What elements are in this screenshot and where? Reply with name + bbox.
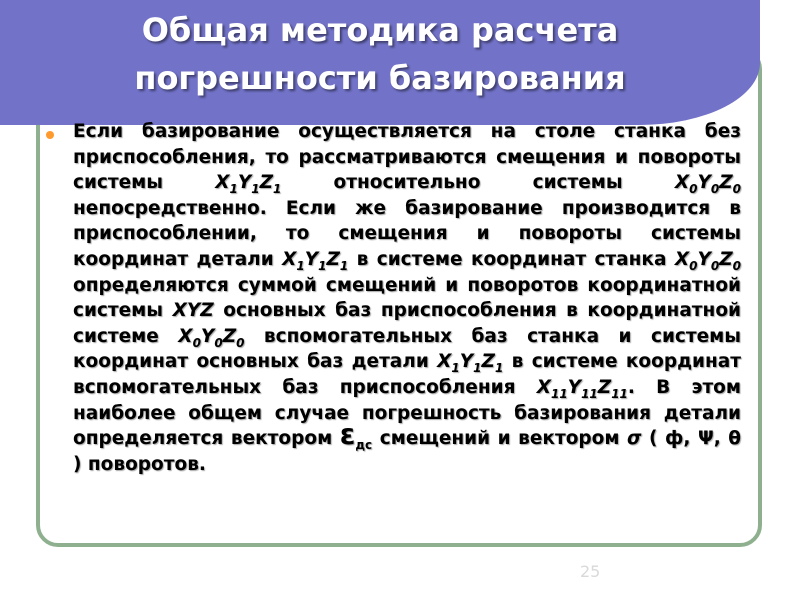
- coord-subscript: 1: [339, 258, 349, 273]
- coord-symbol: Z: [222, 325, 237, 347]
- text-segment: в системе координат вспомогательных баз приспособления: [73, 351, 741, 398]
- coord-symbol: Y: [697, 248, 711, 270]
- title-line-1: Общая методика расчета: [141, 11, 619, 49]
- text-segment: смещений и вектором: [372, 428, 628, 450]
- coord-subscript: 1: [451, 361, 460, 376]
- coord-subscript: 0: [236, 335, 245, 350]
- epsilon-subscript: дс: [355, 438, 373, 453]
- text-segment: относительно системы: [281, 172, 675, 194]
- text-segment: . В этом наиболее общем случае погрешность базирования детали определяется вектором: [73, 376, 742, 450]
- bullet-paragraph: [73, 119, 741, 477]
- coord-subscript: 11: [611, 386, 628, 401]
- coord-symbol: X: [674, 248, 690, 270]
- text-segment: Если базирование осуществляется на столе станка без приспособления, то рассматриваются смещения и повороты системы: [73, 121, 741, 194]
- coord-symbol: X: [282, 248, 297, 270]
- coord-subscript: 0: [689, 258, 698, 273]
- coord-subscript: 1: [473, 361, 482, 376]
- coord-subscript: 0: [214, 335, 223, 350]
- slide-title: [0, 6, 760, 102]
- coord-symbol: Y: [237, 172, 252, 194]
- epsilon-symbol: ε: [339, 418, 356, 452]
- coord-subscript: 0: [192, 335, 201, 350]
- text-segment: вспомогательных баз станка и системы координат основных баз детали: [73, 325, 741, 373]
- sigma-symbol: σ: [627, 428, 642, 450]
- coord-symbol: Z: [719, 172, 733, 194]
- coord-subscript: 11: [550, 386, 568, 401]
- coord-symbol: Y: [697, 172, 711, 194]
- coord-symbol: Z: [326, 248, 340, 270]
- coord-symbol: Z: [259, 172, 274, 194]
- title-banner: [0, 0, 760, 125]
- coord-symbol: XYZ: [172, 300, 214, 322]
- coord-symbol: X: [215, 172, 230, 194]
- bullet-icon: [46, 131, 54, 139]
- text-segment: непосредственно. Если же базирование производится в приспособлении, то смещения и повороты системы координат детали: [73, 197, 741, 270]
- coord-symbol: X: [536, 376, 551, 398]
- coord-subscript: 0: [732, 182, 741, 197]
- coord-subscript: 0: [710, 182, 720, 197]
- text-segment: основных баз приспособления в координатной системе: [73, 300, 741, 347]
- coord-subscript: 11: [581, 386, 598, 401]
- coord-symbol: Y: [567, 376, 582, 398]
- page-number: 25: [580, 562, 601, 581]
- text-segment: определяются суммой смещений и поворотов координатной системы: [73, 274, 741, 322]
- coord-subscript: 1: [273, 182, 282, 197]
- coord-subscript: 1: [229, 182, 238, 197]
- coord-subscript: 1: [318, 258, 327, 273]
- coord-symbol: Y: [459, 351, 474, 373]
- title-line-2: погрешности базирования: [134, 59, 626, 97]
- coord-symbol: X: [437, 351, 452, 373]
- text-segment: в системе координат станка: [348, 248, 675, 270]
- coord-subscript: 1: [251, 182, 260, 197]
- coord-subscript: 0: [710, 258, 720, 273]
- coord-symbol: Z: [481, 351, 495, 373]
- coord-symbol: Z: [597, 376, 612, 398]
- coord-symbol: Z: [719, 248, 733, 270]
- coord-symbol: X: [674, 172, 690, 194]
- body-text: [73, 119, 741, 477]
- coord-subscript: 1: [296, 258, 305, 273]
- coord-symbol: Y: [200, 325, 215, 347]
- coord-symbol: Y: [304, 248, 319, 270]
- coord-symbol: X: [178, 325, 193, 347]
- text-segment: ( ф, Ψ, θ ) поворотов.: [73, 428, 742, 475]
- coord-subscript: 0: [689, 182, 698, 197]
- coord-subscript: 0: [732, 258, 741, 273]
- coord-subscript: 1: [494, 361, 504, 376]
